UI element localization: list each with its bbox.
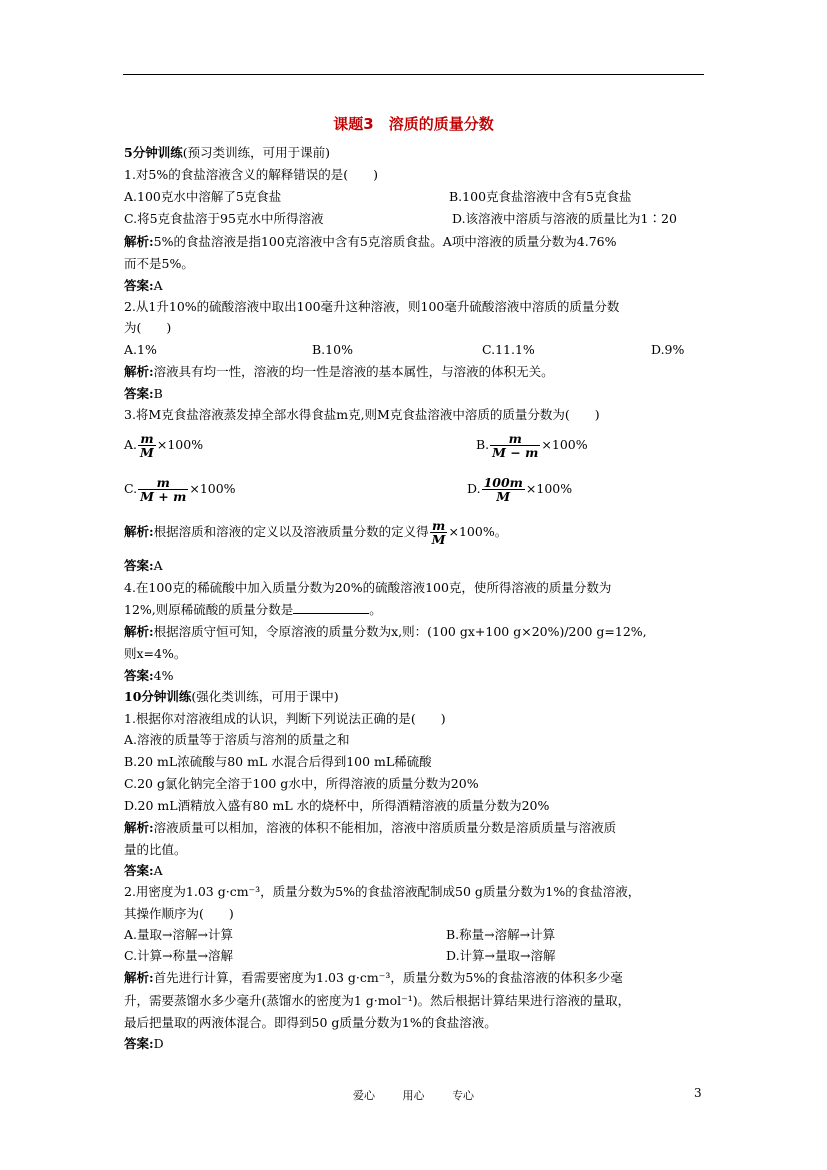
section-heading bbox=[124, 145, 330, 160]
fraction-numerator: m bbox=[140, 431, 154, 446]
answer-value: A bbox=[153, 558, 163, 573]
explanation-text: 根据溶质和溶液的定义以及溶液质量分数的定义得 bbox=[153, 524, 429, 539]
explanation bbox=[124, 364, 554, 379]
answer bbox=[124, 386, 163, 401]
answer-label: 答案: bbox=[124, 668, 154, 683]
explanation-text: 首先进行计算，看需要密度为1.03 g·cm⁻³，质量分数为5%的食盐溶液的体积多少毫 bbox=[153, 970, 623, 985]
question-stem-cont: 为( ) bbox=[124, 320, 172, 335]
explanation bbox=[124, 970, 623, 985]
footer-word: 用心 bbox=[402, 1089, 425, 1102]
explanation bbox=[124, 234, 617, 249]
option-d: D.9% bbox=[651, 342, 685, 357]
option-c: C.计算→称量→溶解 bbox=[124, 948, 234, 963]
option-d bbox=[467, 476, 572, 503]
fraction-denominator: M − m bbox=[492, 445, 539, 460]
option-d: D.该溶液中溶质与溶液的质量比为1∶20 bbox=[452, 211, 677, 226]
fraction-denominator: M bbox=[482, 489, 525, 503]
answer bbox=[124, 1036, 164, 1051]
explanation-label: 解析: bbox=[124, 234, 154, 249]
section-heading bbox=[124, 689, 339, 704]
option-b: B.称量→溶解→计算 bbox=[446, 927, 556, 942]
option-b: B.100克食盐溶液中含有5克食盐 bbox=[449, 189, 632, 204]
option-a: A.1% bbox=[124, 342, 157, 357]
question-stem: 4.在100克的稀硫酸中加入质量分数为20%的硫酸溶液100克，使所得溶液的质量分数为 bbox=[124, 580, 612, 595]
option-d: D.20 mL酒精放入盛有80 mL 水的烧杯中，所得酒精溶液的质量分数为20% bbox=[124, 798, 550, 813]
question-stem: 3.将M克食盐溶液蒸发掉全部水得食盐m克,则M克食盐溶液中溶质的质量分数为( ) bbox=[124, 407, 600, 422]
question-stem: 1.根据你对溶液组成的认识，判断下列说法正确的是( ) bbox=[124, 711, 446, 726]
answer-label: 答案: bbox=[124, 1036, 154, 1051]
fraction-numerator: m bbox=[156, 475, 170, 490]
option-c-label: C. bbox=[124, 481, 138, 496]
explanation-cont: 最后把量取的两液体混合。即得到50 g质量分数为1%的食盐溶液。 bbox=[124, 1015, 497, 1030]
section-heading-label: 5分钟训练 bbox=[124, 145, 183, 160]
explanation-text: 溶液具有均一性，溶液的均一性是溶液的基本属性，与溶液的体积无关。 bbox=[153, 364, 554, 379]
option-a-label: A. bbox=[124, 437, 138, 452]
explanation-text: 溶液质量可以相加，溶液的体积不能相加，溶液中溶质质量分数是溶质质量与溶液质 bbox=[153, 820, 617, 835]
question-stem: 2.从1升10%的硫酸溶液中取出100毫升这种溶液，则100毫升硫酸溶液中溶质的质量分数 bbox=[124, 299, 620, 314]
fraction bbox=[138, 476, 188, 503]
explanation-label: 解析: bbox=[124, 820, 154, 835]
question-stem-cont: 其操作顺序为( ) bbox=[124, 906, 234, 921]
percent-suffix: ×100%。 bbox=[448, 524, 508, 539]
fraction-numerator: 100m bbox=[483, 475, 523, 490]
option-a bbox=[124, 432, 203, 459]
explanation-text: 5%的食盐溶液是指100克溶液中含有5克溶质食盐。A项中溶液的质量分数为4.76% bbox=[153, 234, 617, 249]
fraction bbox=[138, 432, 156, 459]
option-d-label: D. bbox=[467, 481, 481, 496]
fraction-numerator: m bbox=[508, 431, 522, 446]
answer-label: 答案: bbox=[124, 863, 154, 878]
option-a: A.溶液的质量等于溶质与溶剂的质量之和 bbox=[124, 732, 350, 747]
answer-label: 答案: bbox=[124, 386, 154, 401]
explanation-label: 解析: bbox=[124, 364, 154, 379]
percent-suffix: ×100% bbox=[156, 437, 204, 452]
option-c: C.11.1% bbox=[482, 342, 535, 357]
explanation-cont: 则x=4%。 bbox=[124, 646, 187, 661]
option-b-label: B. bbox=[476, 437, 490, 452]
option-c: C.20 g氯化钠完全溶于100 g水中，所得溶液的质量分数为20% bbox=[124, 776, 479, 791]
fraction bbox=[430, 519, 448, 546]
section-heading-sub: (强化类训练，可用于课中) bbox=[191, 689, 339, 704]
explanation bbox=[124, 624, 647, 639]
section-heading-sub: (预习类训练，可用于课前) bbox=[182, 145, 330, 160]
explanation bbox=[124, 820, 616, 835]
question-stem-end: 。 bbox=[369, 602, 382, 617]
option-c: C.将5克食盐溶于95克水中所得溶液 bbox=[124, 211, 324, 226]
answer bbox=[124, 558, 163, 573]
option-d: D.计算→量取→溶解 bbox=[446, 948, 556, 963]
explanation-label: 解析: bbox=[124, 970, 154, 985]
section-heading-label: 10分钟训练 bbox=[124, 689, 192, 704]
answer bbox=[124, 863, 163, 878]
fraction bbox=[482, 476, 525, 503]
fraction-denominator: M bbox=[431, 532, 446, 547]
answer-value: B bbox=[153, 386, 163, 401]
answer-label: 答案: bbox=[124, 278, 154, 293]
option-b: B.10% bbox=[312, 342, 353, 357]
answer-value: 4% bbox=[153, 668, 174, 683]
explanation bbox=[124, 519, 507, 546]
answer-blank bbox=[293, 602, 369, 614]
option-b bbox=[476, 432, 588, 459]
fraction bbox=[490, 432, 540, 459]
explanation-text: 根据溶质守恒可知，令原溶液的质量分数为x,则：(100 gx+100 g×20%)/200 g=12%, bbox=[153, 624, 647, 639]
option-c bbox=[124, 476, 236, 503]
footer bbox=[0, 1087, 827, 1103]
explanation-cont: 升，需要蒸馏水多少毫升(蒸馏水的密度为1 g·mol⁻¹)。然后根据计算结果进行溶液的量取， bbox=[124, 993, 631, 1008]
explanation-label: 解析: bbox=[124, 524, 154, 539]
footer-word: 专心 bbox=[452, 1089, 474, 1102]
fraction-denominator: M bbox=[140, 445, 154, 460]
answer bbox=[124, 668, 173, 683]
page-number: 3 bbox=[694, 1086, 702, 1100]
percent-suffix: ×100% bbox=[541, 437, 588, 452]
question-stem-text: 12%,则原稀硫酸的质量分数是 bbox=[124, 602, 294, 617]
percent-suffix: ×100% bbox=[189, 481, 236, 496]
answer-label: 答案: bbox=[124, 558, 154, 573]
answer-value: D bbox=[153, 1036, 164, 1051]
explanation-label: 解析: bbox=[124, 624, 154, 639]
explanation-cont: 量的比值。 bbox=[124, 842, 187, 857]
answer bbox=[124, 278, 163, 293]
option-a: A.100克水中溶解了5克食盐 bbox=[124, 189, 282, 204]
question-stem: 1.对5%的食盐溶液含义的解释错误的是( ) bbox=[124, 167, 379, 182]
option-a: A.量取→溶解→计算 bbox=[124, 927, 233, 942]
answer-value: A bbox=[153, 278, 163, 293]
question-stem: 2.用密度为1.03 g·cm⁻³，质量分数为5%的食盐溶液配制成50 g质量分数为1%的食盐溶液， bbox=[124, 884, 641, 899]
footer-word: 爱心 bbox=[353, 1089, 375, 1102]
fraction-numerator: m bbox=[431, 518, 446, 533]
question-stem-cont bbox=[124, 602, 382, 617]
header-rule bbox=[123, 74, 704, 75]
answer-value: A bbox=[153, 863, 163, 878]
fraction-denominator: M + m bbox=[140, 489, 187, 504]
explanation-cont: 而不是5%。 bbox=[124, 256, 194, 271]
percent-suffix: ×100% bbox=[525, 481, 573, 496]
page-title: 课题3 溶质的质量分数 bbox=[333, 115, 494, 133]
option-b: B.20 mL浓硫酸与80 mL 水混合后得到100 mL稀硫酸 bbox=[124, 754, 432, 769]
